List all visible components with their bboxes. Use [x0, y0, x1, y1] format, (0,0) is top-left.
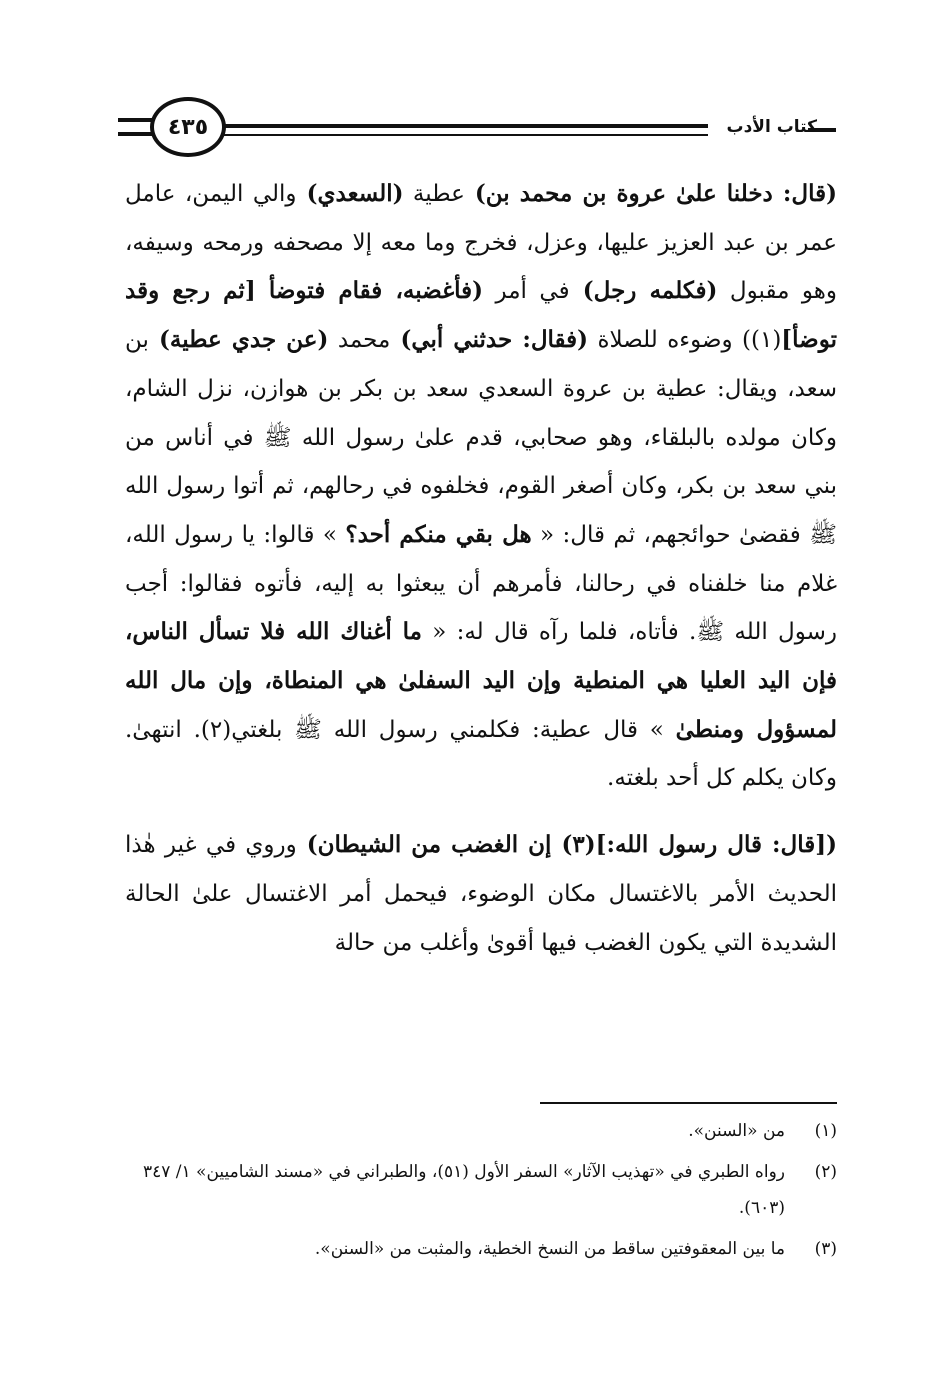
- body-paragraph: [125, 170, 837, 803]
- running-title: كتاب الأدب: [726, 117, 817, 137]
- bold-text-segment: ما أغناك الله فلا تسأل الناس، فإن اليد العليا هي المنطية وإن اليد السفلىٰ هي المنطاة، وإن مال الله لمسؤول ومنطىٰ: [125, 618, 837, 743]
- footnote-number: (٣): [814, 1239, 837, 1259]
- text-segment: بن سعد، ويقال: عطية بن عروة السعدي سعد بن بكر بن هوازن، نزل الشام، وكان مولده بالبلقاء، وهو صحابي، قدم علىٰ رسول الله ﷺ في أناس من بني سعد بن بكر، وكان أصغر القوم، فخلفوه في رحالهم، ثم أتوا رسول الله ﷺ فقضىٰ حوائجهم، ثم قال: «: [125, 327, 837, 548]
- bold-text-segment: هل بقي منكم أحد؟: [345, 520, 532, 548]
- text-segment: في أمر: [483, 278, 570, 305]
- footnote-text: رواه الطبري في «تهذيب الآثار» السفر الأول (٥١)، والطبراني في «مسند الشاميين» ١/ ٣٤٧ (٦٠٣).: [142, 1162, 785, 1218]
- bold-text-segment: (فقال: حدثني أبي): [390, 326, 589, 354]
- bold-text-segment: (قال: دخلنا علىٰ عروة بن محمد بن): [464, 180, 837, 207]
- footnote-separator: [540, 1102, 837, 1104]
- header-rule-right-top: [222, 124, 708, 128]
- bold-text-segment: (فكلمه رجل): [569, 277, 718, 305]
- text-segment: » قال عطية: فكلمني رسول الله ﷺ بلغتي(٢). انتهىٰ. وكان يكلم كل أحد بلغته.: [125, 716, 837, 792]
- header-rule-left-top: [118, 118, 154, 122]
- body-paragraph: [125, 821, 837, 967]
- page-number-badge: [150, 97, 226, 157]
- text-segment: » قالوا: يا رسول الله، غلام منا خلفناه في رحالنا، فأمرهم أن يبعثوا به إليه، فأتوه فقالوا: أجب رسول الله ﷺ. فأتاه، فلما رآه قال له: «: [125, 521, 837, 646]
- bold-text-segment: ([قال: قال رسول الله:](٣) إن الغضب من الشيطان): [296, 831, 838, 859]
- footnote-2: [125, 1154, 837, 1226]
- text-segment: (١)) وضوءه للصلاة: [588, 327, 782, 354]
- text-segment: عطية: [403, 181, 465, 207]
- text-segment: والي اليمن، عامل عمر بن عبد العزيز عليها، وعزل، فخرج وما معه إلا مصحفه ورمحه وسيفه، وهو مقبول: [125, 181, 838, 305]
- footnote-text: ما بين المعقوفتين ساقط من النسخ الخطية، والمثبت من «السنن».: [314, 1239, 785, 1259]
- page-header: [0, 0, 947, 180]
- main-text: [125, 170, 837, 967]
- bold-text-segment: (السعدي): [296, 180, 404, 207]
- page-number: ٤٣٥: [167, 114, 209, 140]
- footnote-3: [125, 1231, 837, 1267]
- footnote-number: (١): [814, 1121, 837, 1141]
- header-rule-left-bottom: [118, 132, 154, 136]
- footnotes: [125, 1113, 837, 1272]
- text-segment: وروي في غير هٰذا الحديث الأمر بالاغتسال مكان الوضوء، فيحمل أمر الاغتسال علىٰ الحالة الشديدة التي يكون الغضب فيها أقوىٰ وأغلب من حالة: [125, 832, 837, 956]
- bold-text-segment: (عن جدي عطية): [148, 326, 329, 354]
- footnote-1: [125, 1113, 837, 1149]
- text-segment: محمد: [328, 327, 391, 354]
- bold-text-segment: (فأغضبه، فقام فتوضأ [ثم رجع وقد توضأ]: [125, 277, 837, 354]
- footnote-number: (٢): [814, 1162, 837, 1182]
- footnote-text: من «السنن».: [688, 1121, 785, 1141]
- header-rule-right-bottom: [222, 134, 708, 136]
